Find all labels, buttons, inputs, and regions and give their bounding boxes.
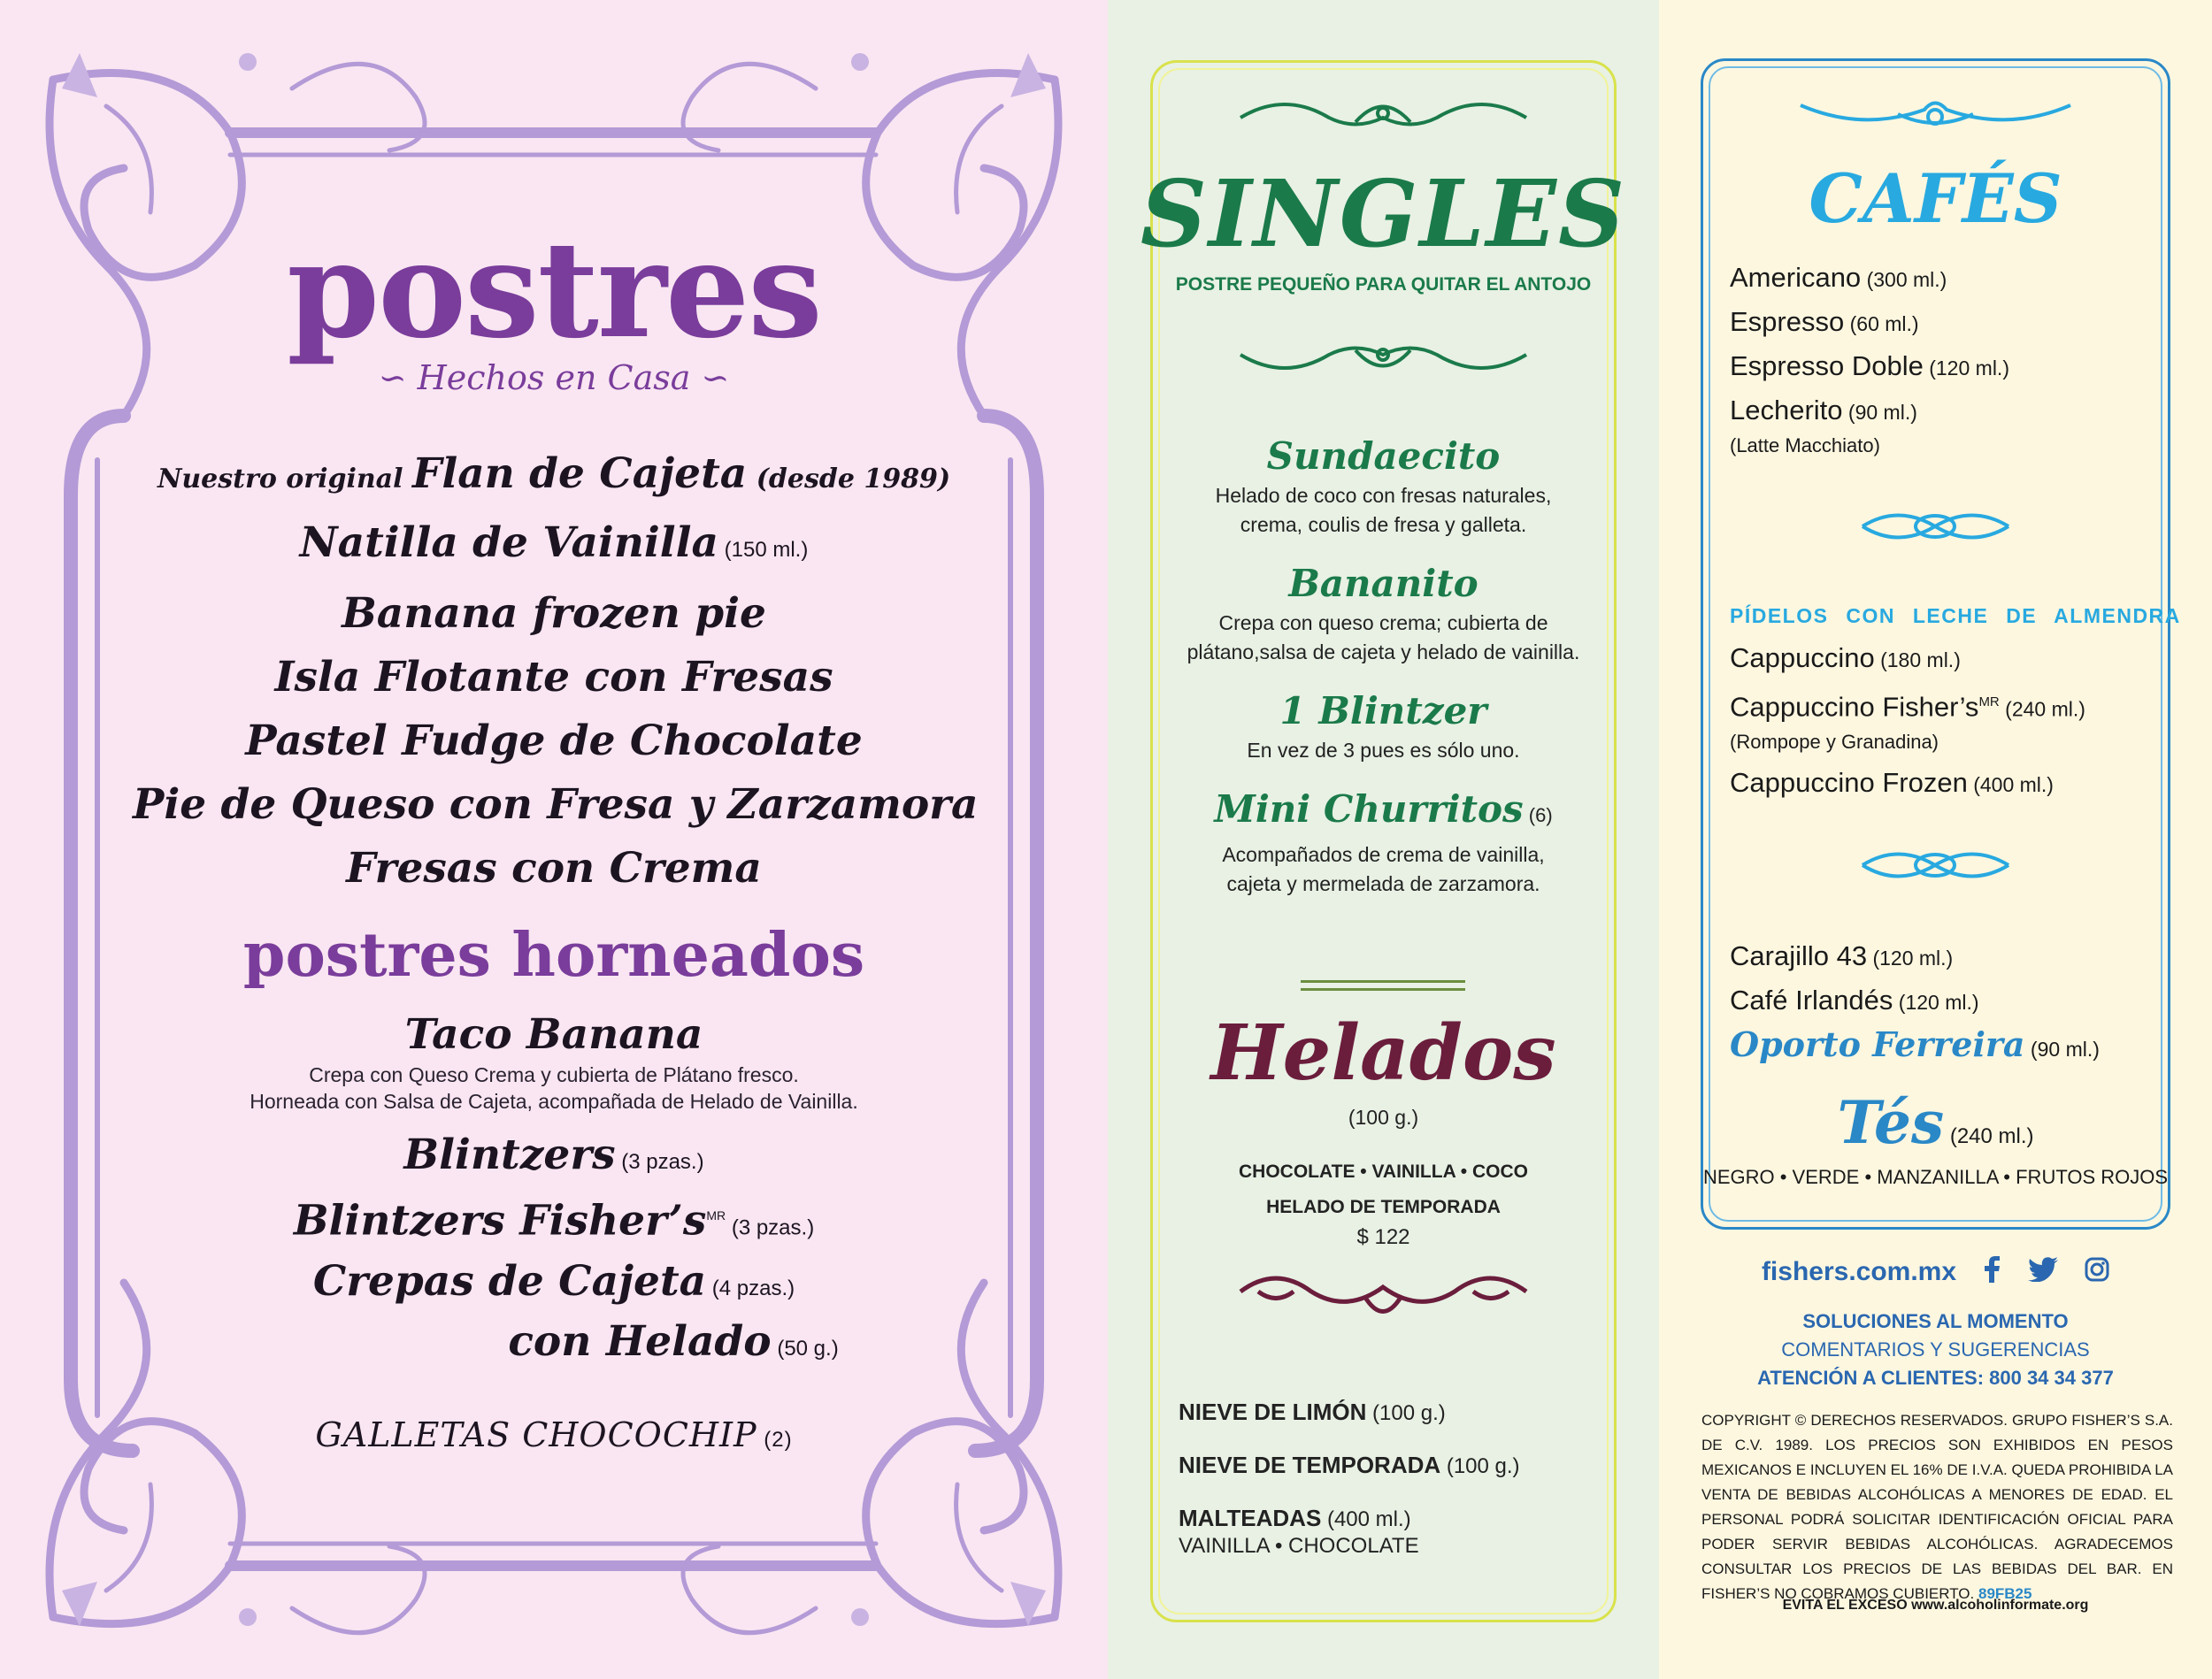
menu-item — [133, 1189, 975, 1255]
item-name: Cappuccino Frozen — [1730, 767, 1968, 799]
flourish-icon — [1232, 96, 1535, 140]
flourish-icon — [1792, 92, 2079, 136]
singles-subtitle: POSTRE PEQUEÑO PARA QUITAR EL ANTOJO — [1175, 274, 1592, 295]
menu-item — [133, 1008, 975, 1062]
menu-item — [133, 1129, 975, 1189]
item-name: Banana frozen pie — [342, 589, 766, 638]
menu-item — [1730, 389, 2154, 433]
item-description: Helado de coco con fresas naturales, — [1215, 484, 1552, 507]
item-suffix: (desde 1989) — [747, 464, 951, 494]
item-size: (100 g.) — [1366, 1401, 1446, 1425]
menu-item — [1730, 762, 2154, 806]
item-name: MALTEADAS — [1179, 1505, 1322, 1531]
spacer — [1161, 899, 1606, 918]
menu-item: con Helado (50 g.) — [508, 1316, 839, 1366]
item-name: Americano — [1730, 262, 1862, 293]
nieves-list — [1179, 1398, 1603, 1559]
item-name: Café Irlandés — [1730, 985, 1893, 1016]
item-name: NIEVE DE LIMÓN — [1179, 1399, 1367, 1425]
spacer — [1161, 667, 1606, 686]
menu-item — [133, 837, 975, 901]
item-flavors: VAINILLA • CHOCOLATE — [1179, 1534, 1419, 1558]
item-description: Acompañados de crema de vainilla, — [1222, 843, 1545, 866]
item-description: En vez de 3 pues es sólo uno. — [1247, 739, 1520, 762]
bar-list — [1730, 935, 2154, 1070]
item-description: crema, coulis de fresa y galleta. — [1240, 513, 1527, 536]
item-size: (150 ml.) — [718, 538, 809, 562]
galletas-item: GALLETAS CHOCOCHIP (2) — [315, 1415, 793, 1454]
contact-block: SOLUCIONES AL MOMENTO COMENTARIOS Y SUGERENCIAS ATENCIÓN A CLIENTES: 800 34 34 377 — [1757, 1310, 2114, 1389]
menu-item — [1730, 345, 2154, 389]
cafes-title: CAFÉS — [1809, 159, 2062, 238]
item-name: Espresso — [1730, 306, 1845, 337]
item-description: Crepa con queso crema; cubierta de — [1218, 611, 1548, 634]
postres-list — [133, 442, 979, 901]
item-size: (4 pzas.) — [706, 1276, 795, 1300]
item-name: Taco Banana — [404, 1010, 703, 1059]
menu-item — [1730, 257, 2154, 301]
singles-title: SINGLES — [1140, 159, 1627, 268]
trademark: MR — [706, 1208, 726, 1223]
item-name: Mini Churritos — [1214, 787, 1524, 831]
item-name: Crepas de Cajeta — [312, 1256, 707, 1306]
flourish-icon — [1854, 500, 2017, 553]
item-name: Cappuccino — [1730, 642, 1875, 673]
tes-list: NEGRO • VERDE • MANZANILLA • FRUTOS ROJOS — [1702, 1166, 2169, 1188]
tes-heading: Tés (240 ml.) — [1837, 1088, 2034, 1157]
item-name: Cappuccino Fisher’s — [1730, 691, 1979, 723]
item-description: Crepa con Queso Crema y cubierta de Plátano fresco. — [309, 1063, 799, 1086]
website-row — [1659, 1256, 2212, 1290]
item-size: (120 ml.) — [1923, 356, 2009, 380]
item-prefix: Nuestro original — [157, 464, 412, 494]
helados-price: $ 122 — [1356, 1225, 1410, 1249]
website-link[interactable]: fishers.com.mx — [1761, 1256, 1957, 1286]
cafes-panel — [1659, 0, 2212, 1679]
item-name: 1 Blintzer — [1279, 689, 1487, 732]
postres-title: postres — [287, 212, 821, 368]
menu-item — [1730, 935, 2154, 979]
postres-horneados-title: postres horneados — [242, 920, 865, 991]
menu-item — [133, 582, 975, 646]
menu-item — [1730, 301, 2154, 345]
menu-item — [1161, 559, 1606, 609]
twitter-icon[interactable] — [2028, 1257, 2058, 1289]
menu-item — [1179, 1451, 1603, 1481]
flourish-icon — [1232, 333, 1535, 377]
singles-list — [1161, 432, 1606, 918]
item-size: (180 ml.) — [1874, 648, 1961, 671]
item-name: Carajillo 43 — [1730, 940, 1868, 971]
item-description: Horneada con Salsa de Cajeta, acompañada de Helado de Vainilla. — [250, 1090, 858, 1113]
almendra-title: PÍDELOS CON LECHE DE ALMENDRA — [1730, 604, 2181, 627]
postres-subtitle: ∽ Hechos en Casa ∽ — [378, 358, 730, 397]
swirl-icon: ∽ — [378, 358, 418, 397]
item-name: Blintzers Fisher’s — [293, 1196, 707, 1246]
divider-line — [1301, 980, 1465, 991]
item-size: (100 g.) — [1440, 1454, 1520, 1478]
helados-title: Helados — [1210, 1008, 1556, 1098]
item-name: Pie de Queso con Fresa y Zarzamora — [133, 780, 979, 829]
item-name: Espresso Doble — [1730, 350, 1924, 381]
menu-item — [133, 646, 975, 709]
item-size: (120 ml.) — [1893, 991, 1979, 1014]
item-size: (3 pzas.) — [615, 1150, 704, 1174]
helados-size: (100 g.) — [1348, 1106, 1419, 1129]
menu-item — [1179, 1398, 1603, 1428]
item-size: (60 ml.) — [1844, 312, 1919, 335]
singles-panel — [1108, 0, 1659, 1679]
item-size: (120 ml.) — [1867, 947, 1954, 970]
item-size: (400 ml.) — [1967, 773, 2054, 797]
flourish-icon — [1232, 1265, 1535, 1327]
menu-item — [1730, 637, 2154, 681]
menu-item — [133, 709, 975, 773]
item-name: Lecherito — [1730, 395, 1843, 426]
facebook-icon[interactable] — [1983, 1256, 2001, 1290]
item-size: (400 ml.) — [1321, 1507, 1411, 1531]
menu-item — [1730, 979, 2154, 1024]
menu-item — [1161, 432, 1606, 481]
menu-item — [133, 442, 975, 511]
spacer — [1161, 765, 1606, 785]
spacer — [133, 1115, 975, 1129]
almendra-list — [1730, 637, 2154, 806]
item-name: Natilla de Vainilla — [299, 518, 718, 567]
item-name: Fresas con Crema — [346, 844, 762, 893]
coffee-list — [1730, 257, 2154, 465]
item-description: cajeta y mermelada de zarzamora. — [1226, 872, 1540, 895]
item-description: plátano,salsa de cajeta y helado de vainilla. — [1187, 640, 1580, 663]
item-size: (3 pzas.) — [726, 1215, 815, 1240]
menu-item — [133, 1255, 975, 1315]
instagram-icon[interactable] — [2085, 1257, 2109, 1289]
trademark: MR — [1978, 694, 2000, 709]
menu-item — [1161, 686, 1606, 736]
baked-list — [133, 1008, 975, 1376]
item-size: (6) — [1523, 804, 1553, 826]
item-name: Blintzers — [403, 1131, 616, 1179]
menu-item — [1179, 1504, 1603, 1534]
copyright-text: COPYRIGHT © DERECHOS RESERVADOS. GRUPO FISHER’S S.A. DE C.V. 1989. LOS PRECIOS SON EXHIBIDOS EN PESOS MEXICANOS E INCLUYEN EL 16% DE I.V.A. QUEDA PROHIBIDA LA VENTA DE BEBIDAS ALCOHÓLICAS A MENORES DE EDAD. EL PERSONAL PODRÁ SOLICITAR IDENTIFICACIÓN OFICIAL PARA PODER SERVIR BEBIDAS ALCOHÓLICAS. AGRADECEMOS CONSULTAR LOS PRECIOS DE LAS BEBIDAS DEL BAR. EN FISHER’S NO COBRAMOS CUBIERTO. 89FB25 — [1701, 1412, 2173, 1602]
menu-item: Oporto Ferreira (90 ml.) — [1730, 1024, 2100, 1064]
menu-item — [1161, 785, 1606, 840]
item-size: (300 ml.) — [1861, 268, 1947, 291]
item-size: (240 ml.) — [1999, 697, 2085, 721]
item-name: NIEVE DE TEMPORADA — [1179, 1452, 1441, 1478]
swirl-icon: ∽ — [690, 358, 730, 397]
menu-item — [133, 511, 975, 582]
item-name: Pastel Fudge de Chocolate — [245, 717, 863, 765]
menu-item — [133, 773, 979, 837]
item-note: (Latte Macchiato) — [1730, 434, 1880, 456]
item-name: Bananito — [1288, 562, 1479, 605]
flourish-icon — [1854, 839, 2017, 892]
item-size: (90 ml.) — [1842, 401, 1917, 424]
evita-el-exceso: EVITA EL EXCESO www.alcoholinformate.org — [1782, 1598, 2089, 1613]
item-note: (Rompope y Granadina) — [1730, 731, 1939, 754]
spacer — [1161, 540, 1606, 559]
helados-flavors: CHOCOLATE • VAINILLA • COCO HELADO DE TEMPORADA — [1239, 1162, 1528, 1217]
menu-item — [1730, 681, 2154, 730]
item-name: Flan de Cajeta — [411, 449, 748, 498]
item-name: Isla Flotante con Fresas — [274, 653, 833, 702]
item-name: Sundaecito — [1266, 434, 1501, 478]
